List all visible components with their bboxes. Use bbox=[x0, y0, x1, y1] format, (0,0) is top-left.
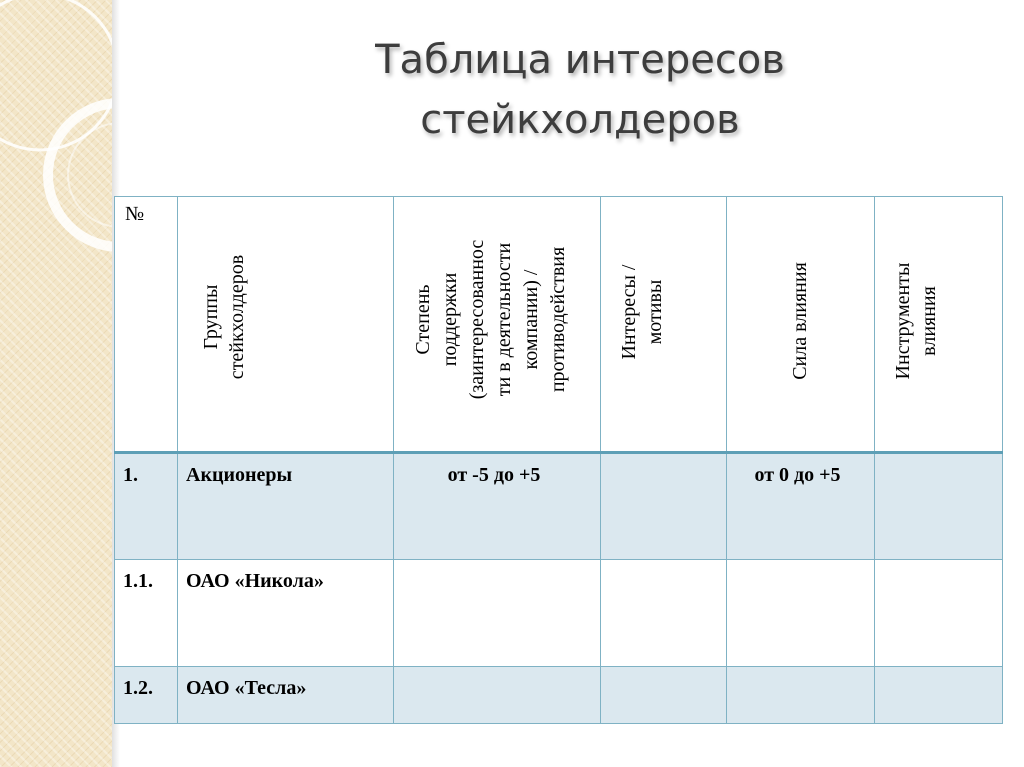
slide-title-line-2: стейкхолдеров bbox=[420, 97, 740, 143]
header-support bbox=[394, 197, 601, 453]
header-groups bbox=[178, 197, 394, 453]
header-interests-text: Интересы / мотивы bbox=[618, 264, 666, 360]
table-row bbox=[115, 560, 1003, 667]
row-support bbox=[394, 560, 601, 667]
row-number: 1.1. bbox=[115, 560, 178, 667]
header-number-label: № bbox=[125, 203, 145, 225]
header-number bbox=[115, 197, 178, 453]
header-interests bbox=[601, 197, 727, 453]
row-number: 1.2. bbox=[115, 667, 178, 724]
row-group: ОАО «Тесла» bbox=[178, 667, 394, 724]
row-interests bbox=[601, 560, 727, 667]
header-groups-text: Группы стейкхолдеров bbox=[200, 254, 248, 380]
row-support: от -5 до +5 bbox=[394, 453, 601, 560]
row-influence: от 0 до +5 bbox=[727, 453, 875, 560]
slide-title-line-1: Таблица интересов bbox=[375, 37, 785, 83]
table-row bbox=[115, 667, 1003, 724]
row-number: 1. bbox=[115, 453, 178, 560]
decorative-side-panel bbox=[0, 0, 112, 767]
row-interests bbox=[601, 453, 727, 560]
table-row bbox=[115, 453, 1003, 560]
row-instruments bbox=[875, 560, 1003, 667]
row-group: Акционеры bbox=[178, 453, 394, 560]
row-group: ОАО «Никола» bbox=[178, 560, 394, 667]
header-support-text: Степень поддержки (заинтересованнос ти в деятельности компании) / противодействия bbox=[412, 239, 569, 400]
row-interests bbox=[601, 667, 727, 724]
row-support bbox=[394, 667, 601, 724]
stakeholder-table bbox=[114, 196, 1003, 724]
header-instruments-text: Инструменты влияния bbox=[892, 262, 940, 380]
row-influence bbox=[727, 667, 875, 724]
decorative-rings bbox=[0, 0, 112, 767]
row-instruments bbox=[875, 667, 1003, 724]
row-influence bbox=[727, 560, 875, 667]
slide-title bbox=[300, 30, 860, 150]
row-instruments bbox=[875, 453, 1003, 560]
header-influence-text: Сила влияния bbox=[789, 262, 811, 380]
header-influence bbox=[727, 197, 875, 453]
header-instruments bbox=[875, 197, 1003, 453]
table-header-row bbox=[115, 197, 1003, 453]
